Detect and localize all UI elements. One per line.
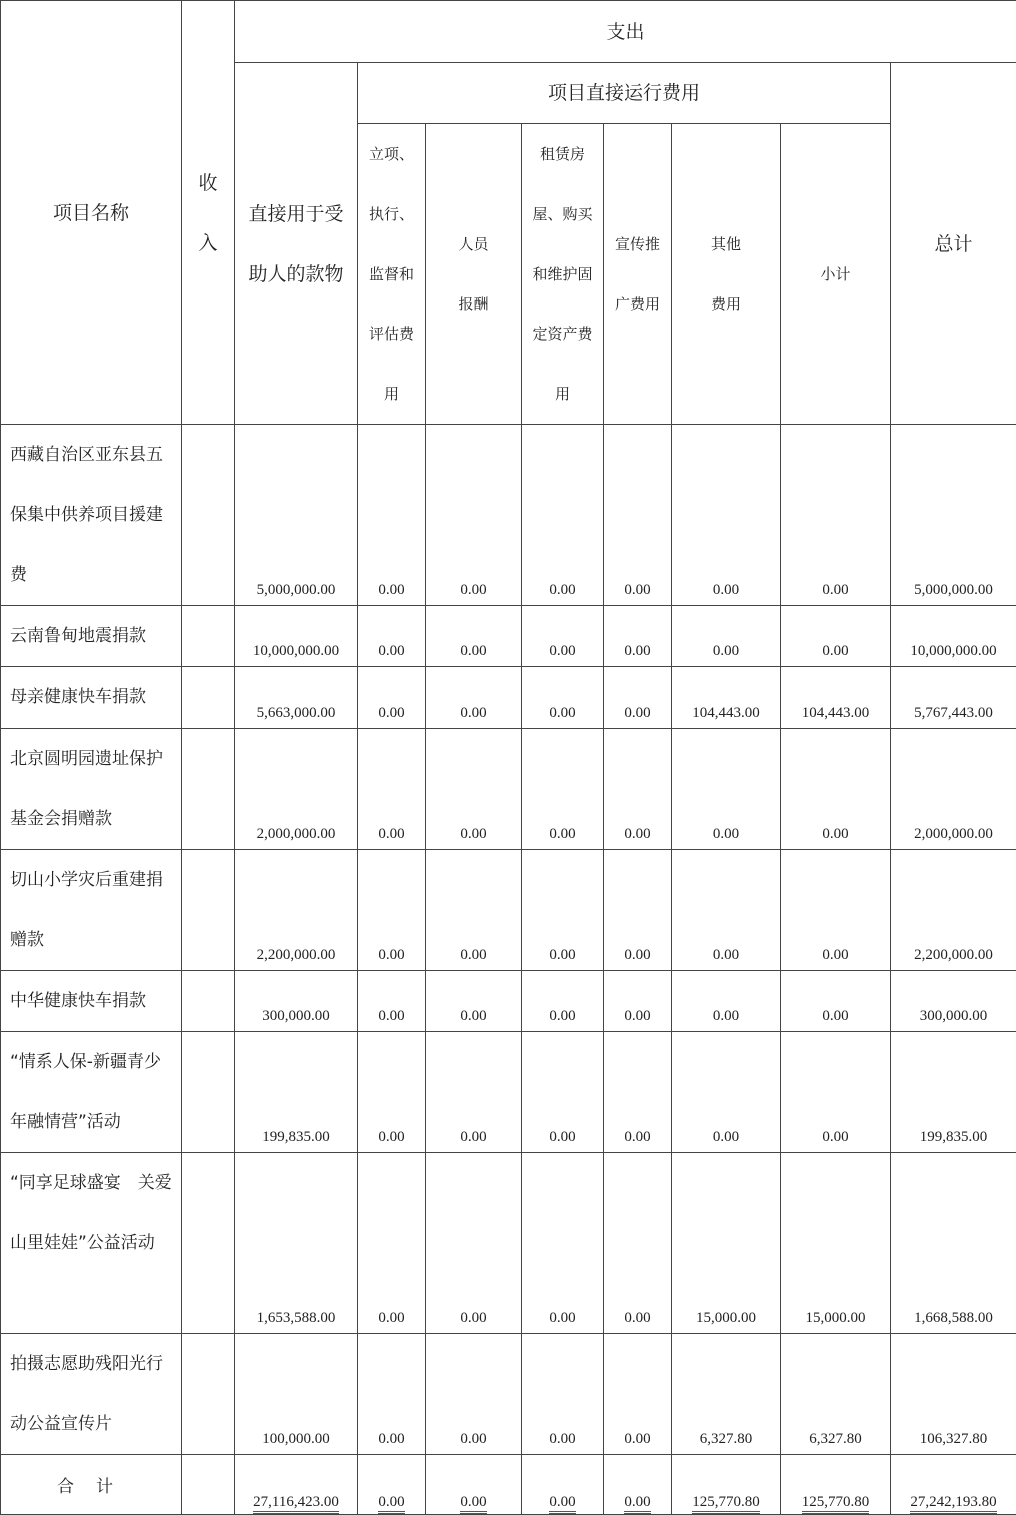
header-promotion-fee: 宣传推 广费用 <box>604 124 672 425</box>
staff-pay-value: 0.00 <box>426 1153 522 1334</box>
total-value: 5,767,443.00 <box>891 667 1016 729</box>
direct-aid-value: 10,000,000.00 <box>235 606 358 667</box>
direct-aid-value: 2,200,000.00 <box>235 850 358 971</box>
promotion-fee-value: 0.00 <box>604 729 672 850</box>
fixed-asset-value: 0.00 <box>522 971 604 1032</box>
management-fee-value: 0.00 <box>358 667 426 729</box>
fixed-asset-value: 0.00 <box>522 1032 604 1153</box>
total-subtotal: 125,770.80 <box>802 1494 870 1514</box>
total-other-fee: 125,770.80 <box>692 1494 760 1514</box>
table-row <box>1 425 1016 606</box>
total-value: 5,000,000.00 <box>891 425 1016 606</box>
project-name: 母亲健康快车捐款 <box>1 667 182 729</box>
table-row <box>1 729 1016 850</box>
management-fee-value: 0.00 <box>358 971 426 1032</box>
management-fee-value: 0.00 <box>358 850 426 971</box>
total-promotion-fee: 0.00 <box>624 1494 650 1514</box>
total-management-fee: 0.00 <box>378 1494 404 1514</box>
income-cell <box>182 606 235 667</box>
subtotal-value: 0.00 <box>781 1032 891 1153</box>
income-cell <box>182 667 235 729</box>
totals-row <box>1 1455 1016 1515</box>
subtotal-value: 15,000.00 <box>781 1153 891 1334</box>
promotion-fee-value: 0.00 <box>604 971 672 1032</box>
header-other-fee: 其他 费用 <box>672 124 781 425</box>
subtotal-value: 0.00 <box>781 425 891 606</box>
direct-aid-value: 300,000.00 <box>235 971 358 1032</box>
direct-aid-value: 2,000,000.00 <box>235 729 358 850</box>
promotion-fee-value: 0.00 <box>604 667 672 729</box>
direct-aid-value: 1,653,588.00 <box>235 1153 358 1334</box>
total-fixed-asset: 0.00 <box>549 1494 575 1514</box>
header-project-management-fee: 立项、 执行、 监督和 评估费 用 <box>358 124 426 425</box>
fixed-asset-value: 0.00 <box>522 425 604 606</box>
subtotal-value: 0.00 <box>781 850 891 971</box>
project-name: 云南鲁甸地震捐款 <box>1 606 182 667</box>
project-name: “同享足球盛宴 关爱山里娃娃”公益活动 <box>1 1153 182 1334</box>
income-cell <box>182 425 235 606</box>
total-staff-pay: 0.00 <box>460 1494 486 1514</box>
management-fee-value: 0.00 <box>358 606 426 667</box>
staff-pay-value: 0.00 <box>426 667 522 729</box>
staff-pay-value: 0.00 <box>426 606 522 667</box>
grand-total: 27,242,193.80 <box>910 1494 996 1514</box>
header-fixed-asset-fee: 租赁房 屋、购买 和维护固 定资产费 用 <box>522 124 604 425</box>
fixed-asset-value: 0.00 <box>522 1153 604 1334</box>
other-fee-value: 0.00 <box>672 1032 781 1153</box>
direct-aid-value: 100,000.00 <box>235 1334 358 1455</box>
fixed-asset-value: 0.00 <box>522 667 604 729</box>
income-cell <box>182 729 235 850</box>
staff-pay-value: 0.00 <box>426 425 522 606</box>
fixed-asset-value: 0.00 <box>522 729 604 850</box>
header-staff-pay: 人员 报酬 <box>426 124 522 425</box>
management-fee-value: 0.00 <box>358 1334 426 1455</box>
project-name: “情系人保-新疆青少年融情营”活动 <box>1 1032 182 1153</box>
header-subtotal: 小计 <box>781 124 891 425</box>
other-fee-value: 6,327.80 <box>672 1334 781 1455</box>
promotion-fee-value: 0.00 <box>604 1334 672 1455</box>
other-fee-value: 0.00 <box>672 729 781 850</box>
staff-pay-value: 0.00 <box>426 850 522 971</box>
table-row <box>1 1153 1016 1334</box>
staff-pay-value: 0.00 <box>426 971 522 1032</box>
direct-aid-value: 199,835.00 <box>235 1032 358 1153</box>
subtotal-value: 6,327.80 <box>781 1334 891 1455</box>
table-row <box>1 971 1016 1032</box>
income-cell <box>182 1455 235 1515</box>
project-name: 北京圆明园遗址保护基金会捐赠款 <box>1 729 182 850</box>
management-fee-value: 0.00 <box>358 729 426 850</box>
subtotal-value: 0.00 <box>781 606 891 667</box>
total-value: 2,200,000.00 <box>891 850 1016 971</box>
header-expenditure: 支出 <box>235 1 1016 63</box>
promotion-fee-value: 0.00 <box>604 850 672 971</box>
income-cell <box>182 850 235 971</box>
subtotal-value: 104,443.00 <box>781 667 891 729</box>
table-row <box>1 850 1016 971</box>
table-row <box>1 606 1016 667</box>
subtotal-value: 0.00 <box>781 971 891 1032</box>
fixed-asset-value: 0.00 <box>522 606 604 667</box>
staff-pay-value: 0.00 <box>426 1334 522 1455</box>
total-value: 1,668,588.00 <box>891 1153 1016 1334</box>
total-direct-aid: 27,116,423.00 <box>253 1494 339 1514</box>
total-value: 300,000.00 <box>891 971 1016 1032</box>
table-row <box>1 667 1016 729</box>
other-fee-value: 104,443.00 <box>672 667 781 729</box>
project-name: 切山小学灾后重建捐赠款 <box>1 850 182 971</box>
totals-label: 合计 <box>1 1455 182 1515</box>
project-name: 中华健康快车捐款 <box>1 971 182 1032</box>
total-value: 10,000,000.00 <box>891 606 1016 667</box>
promotion-fee-value: 0.00 <box>604 1032 672 1153</box>
promotion-fee-value: 0.00 <box>604 425 672 606</box>
income-cell <box>182 1153 235 1334</box>
fixed-asset-value: 0.00 <box>522 850 604 971</box>
table-row <box>1 1032 1016 1153</box>
other-fee-value: 0.00 <box>672 850 781 971</box>
management-fee-value: 0.00 <box>358 1032 426 1153</box>
direct-aid-value: 5,000,000.00 <box>235 425 358 606</box>
direct-aid-value: 5,663,000.00 <box>235 667 358 729</box>
project-name: 西藏自治区亚东县五保集中供养项目援建费 <box>1 425 182 606</box>
promotion-fee-value: 0.00 <box>604 1153 672 1334</box>
management-fee-value: 0.00 <box>358 1153 426 1334</box>
income-cell <box>182 1032 235 1153</box>
other-fee-value: 0.00 <box>672 971 781 1032</box>
project-name: 拍摄志愿助残阳光行动公益宣传片 <box>1 1334 182 1455</box>
management-fee-value: 0.00 <box>358 425 426 606</box>
other-fee-value: 15,000.00 <box>672 1153 781 1334</box>
staff-pay-value: 0.00 <box>426 729 522 850</box>
total-value: 199,835.00 <box>891 1032 1016 1153</box>
total-value: 2,000,000.00 <box>891 729 1016 850</box>
income-cell <box>182 971 235 1032</box>
staff-pay-value: 0.00 <box>426 1032 522 1153</box>
table-row <box>1 1334 1016 1455</box>
subtotal-value: 0.00 <box>781 729 891 850</box>
header-project-name: 项目名称 <box>1 1 182 425</box>
total-value: 106,327.80 <box>891 1334 1016 1455</box>
header-total: 总计 <box>891 63 1016 425</box>
header-income: 收 入 <box>182 1 235 425</box>
promotion-fee-value: 0.00 <box>604 606 672 667</box>
header-direct-aid: 直接用于受 助人的款物 <box>235 63 358 425</box>
income-cell <box>182 1334 235 1455</box>
other-fee-value: 0.00 <box>672 425 781 606</box>
other-fee-value: 0.00 <box>672 606 781 667</box>
header-direct-operating: 项目直接运行费用 <box>358 63 891 124</box>
fixed-asset-value: 0.00 <box>522 1334 604 1455</box>
